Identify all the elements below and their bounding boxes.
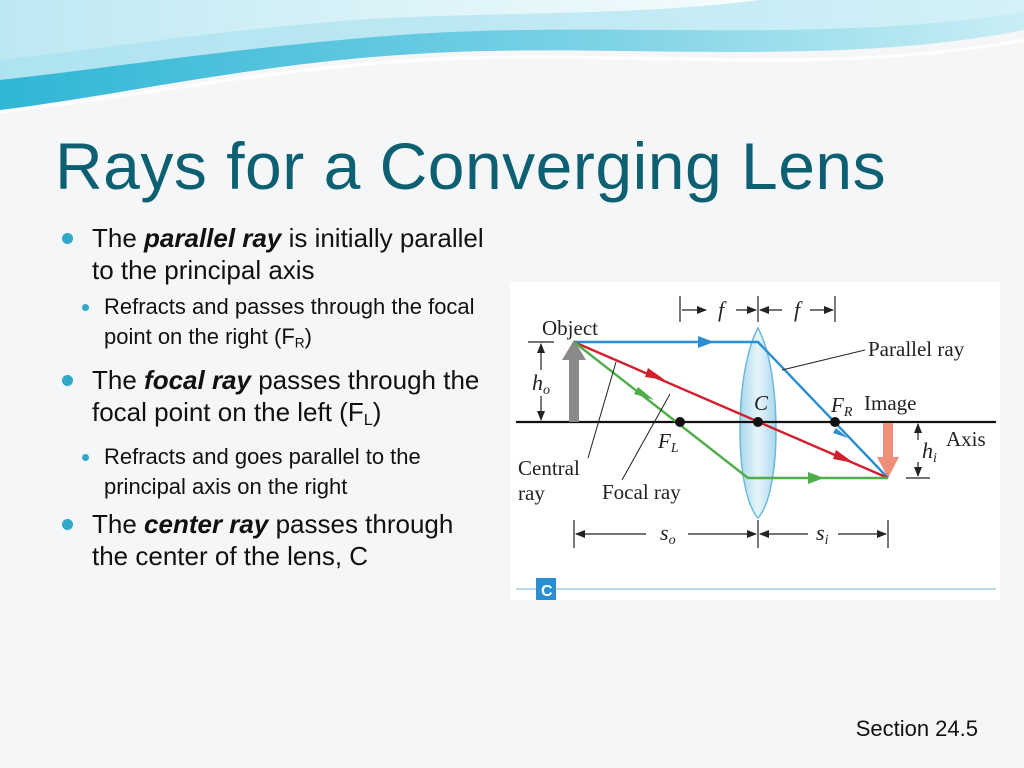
- bullet-dot: [62, 375, 73, 386]
- so-label: so: [660, 520, 676, 548]
- parallel-ray-label: Parallel ray: [868, 337, 965, 361]
- bullet-focal-ray: The focal ray passes through the focal point on the left $(F_L)$: [62, 364, 492, 436]
- f-left-label: f: [718, 297, 725, 322]
- bullet-list: [62, 222, 492, 576]
- f-right-label: f: [794, 297, 801, 322]
- sub-bullet-dot: [82, 454, 89, 461]
- bullet-center-ray: The center ray passes through the center of the lens, C: [62, 508, 492, 572]
- ho-label: ho: [532, 370, 550, 398]
- sub-bullet-dot: [82, 304, 89, 311]
- focal-ray-label: Focal ray: [602, 480, 681, 504]
- focal-point-right: [830, 417, 840, 427]
- sub-bullet-parallel-refracts: Refracts and passes through the focal point on the right $(F_R)$: [104, 292, 492, 358]
- object-label: Object: [542, 316, 598, 340]
- focal-point-left: [675, 417, 685, 427]
- section-footer: Section 24.5: [855, 716, 978, 741]
- center-c-label: C: [754, 391, 769, 415]
- axis-label: Axis: [946, 427, 986, 451]
- bullet-dot: [62, 519, 73, 530]
- si-label: si: [816, 520, 829, 548]
- image-label: Image: [864, 391, 917, 415]
- fl-label: FL: [658, 429, 679, 456]
- slide-title: Rays for a Converging Lens: [55, 129, 887, 203]
- hi-label: hi: [922, 438, 937, 466]
- bullet-parallel-ray: The parallel ray is initially parallel to the principal axis: [62, 222, 492, 286]
- sub-bullet-focal-refracts: Refracts and goes parallel to the principal axis on the right: [104, 442, 492, 502]
- lens-center-point: [753, 417, 763, 427]
- figure-part-badge-label: C: [541, 583, 553, 600]
- fr-label: FR: [831, 393, 853, 420]
- bullet-dot: [62, 233, 73, 244]
- lens-ray-diagram: [510, 282, 1000, 600]
- central-ray-label-line1: Central: [518, 456, 580, 480]
- central-ray-label-line2: ray: [518, 481, 545, 505]
